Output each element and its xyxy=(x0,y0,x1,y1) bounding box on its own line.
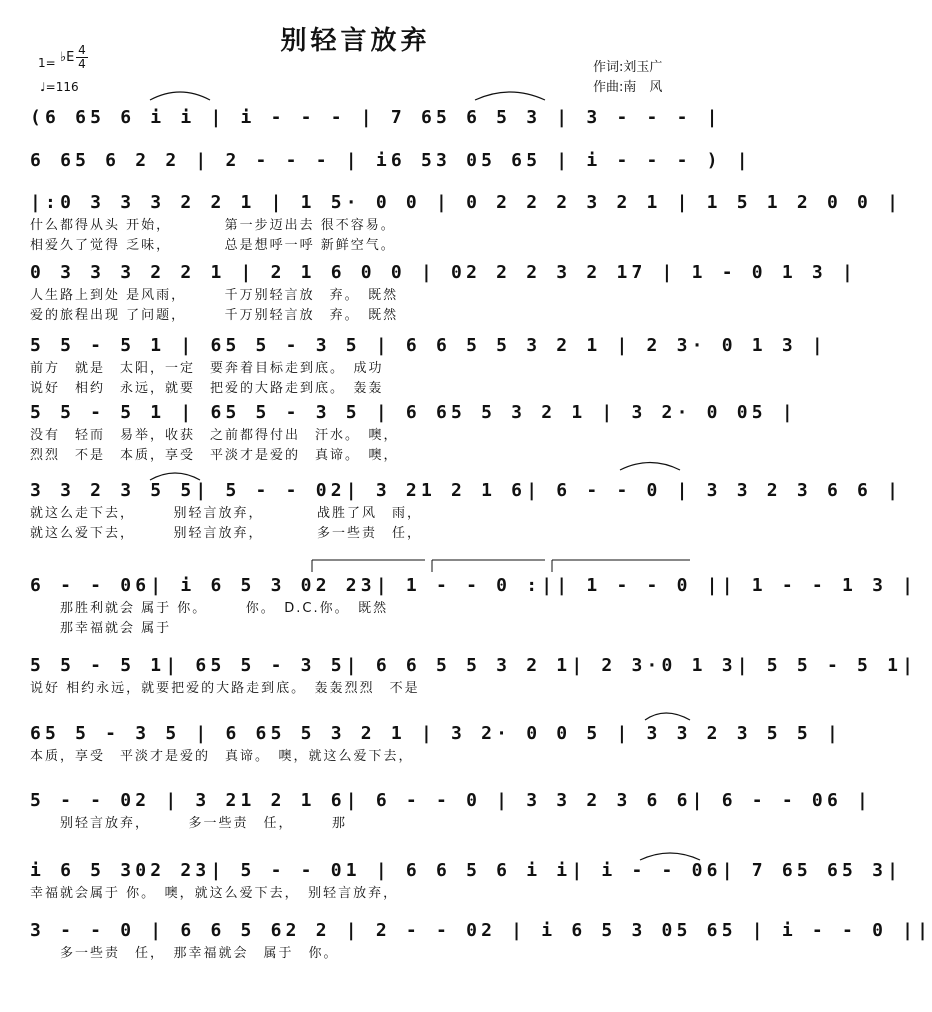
slur-mark xyxy=(645,713,690,720)
lyric-line: 本质，享受 平淡才是爱的 真谛。 噢，就这么爱下去， xyxy=(30,749,414,764)
notation-line: 5 5 - 5 1| 65 5 - 3 5| 6 6 5 5 3 2 1| 2 3·0 1 3| 5 5 - 5 1| xyxy=(30,655,918,676)
notation-line: 5 5 - 5 1 | 65 5 - 3 5 | 6 65 5 3 2 1 | 3 2· 0 05 | xyxy=(30,402,797,423)
lyric-line: 烈烈 不是 本质，享受 平淡才是爱的 真谛。 噢， xyxy=(30,448,399,463)
lyric-line: 什么都得从头 开始， 第一步迈出去 很不容易。 xyxy=(30,218,396,233)
lyricist-credit: 作词:刘玉广 xyxy=(593,60,663,75)
slur-mark xyxy=(150,92,210,100)
lyric-line: 没有 轻而 易举，收获 之前都得付出 汗水。 噢， xyxy=(30,428,399,443)
notation-line: 3 3 2 3 5 5| 5 - - 02| 3 21 2 1 6| 6 - - 0 | 3 3 2 3 6 6 | xyxy=(30,480,903,501)
lyric-line: 幸福就会属于 你。 噢，就这么爱下去， 别轻言放弃， xyxy=(30,886,399,901)
notation-line: (6 65 6 i i | i - - - | 7 65 6 5 3 | 3 - - - | xyxy=(30,107,722,128)
notation-line: 6 - - 06| i 6 5 3 02 23| 1 - - 0 :|| 1 - - 0 || 1 - - 1 3 | xyxy=(30,575,918,596)
song-title: 别轻言放弃 xyxy=(280,26,431,56)
notation-line: 0 3 3 3 2 2 1 | 2 1 6 0 0 | 02 2 2 3 2 17 | 1 - 0 1 3 | xyxy=(30,262,858,283)
time-sig-top: 4 xyxy=(78,43,86,57)
time-signature xyxy=(76,44,88,71)
key-label: 1= xyxy=(38,56,56,70)
lyric-line: 人生路上到处 是风雨， 千万别轻言放 弃。 既然 xyxy=(30,288,399,303)
lyric-line: 说好 相约 永远，就要 把爱的大路走到底。 轰轰 xyxy=(30,381,384,396)
tempo-marking: ♩=116 xyxy=(40,80,79,94)
notation-line: 6 65 6 2 2 | 2 - - - | i6 53 05 65 | i - - - ) | xyxy=(30,150,752,171)
lyric-line: 说好 相约永远，就要把爱的大路走到底。 轰轰烈烈 不是 xyxy=(30,681,420,696)
key-flat: ♭E xyxy=(60,50,75,65)
composer-credit: 作曲:南 风 xyxy=(593,80,663,95)
notation-line: 5 5 - 5 1 | 65 5 - 3 5 | 6 6 5 5 3 2 1 | 2 3· 0 1 3 | xyxy=(30,335,827,356)
slur-mark xyxy=(640,853,700,860)
time-sig-bottom: 4 xyxy=(78,57,86,71)
lyric-line: 那胜利就会 属于 你。 你。 D.C.你。 既然 xyxy=(30,601,389,616)
notation-line: i 6 5 302 23| 5 - - 01 | 6 6 5 6 i i| i - - 06| 7 65 65 3| xyxy=(30,860,903,881)
lyric-line: 相爱久了觉得 乏味， 总是想呼一呼 新鲜空气。 xyxy=(30,238,396,253)
notation-line: |:0 3 3 3 2 2 1 | 1 5· 0 0 | 0 2 2 2 3 2 1 | 1 5 1 2 0 0 | xyxy=(30,192,903,213)
lyric-line: 前方 就是 太阳，一定 要奔着目标走到底。 成功 xyxy=(30,361,384,376)
lyric-line: 多一些责 任， 那幸福就会 属于 你。 xyxy=(30,946,339,961)
lyric-line: 就这么走下去， 别轻言放弃， 战胜了风 雨， xyxy=(30,506,423,521)
lyric-line: 那幸福就会 属于 xyxy=(30,621,172,636)
notation-line: 65 5 - 3 5 | 6 65 5 3 2 1 | 3 2· 0 0 5 | 3 3 2 3 5 5 | xyxy=(30,723,842,744)
notation-line: 3 - - 0 | 6 6 5 62 2 | 2 - - 02 | i 6 5 3 05 65 | i - - 0 || xyxy=(30,920,932,941)
lyric-line: 别轻言放弃， 多一些责 任， 那 xyxy=(30,816,348,831)
lyric-line: 爱的旅程出现 了问题， 千万别轻言放 弃。 既然 xyxy=(30,308,399,323)
slur-mark xyxy=(475,92,545,100)
slur-mark xyxy=(150,473,200,480)
lyric-line: 就这么爱下去， 别轻言放弃， 多一些责 任， xyxy=(30,526,423,541)
notation-line: 5 - - 02 | 3 21 2 1 6| 6 - - 0 | 3 3 2 3 6 6| 6 - - 06 | xyxy=(30,790,873,811)
